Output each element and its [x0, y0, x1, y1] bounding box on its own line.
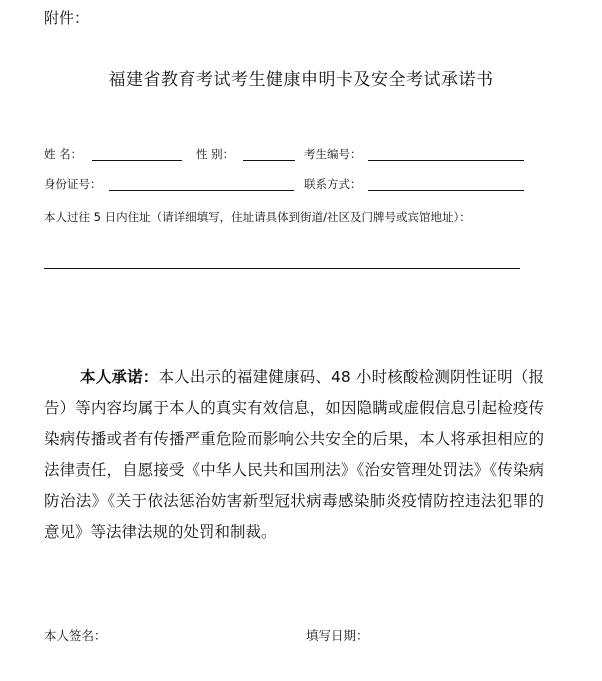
- contact-label: 联系方式：: [304, 177, 362, 191]
- pledge-body: 本人出示的福建健康码、48 小时核酸检测阴性证明（报告）等内容均属于本人的真实有效信息，如因隐瞒或虚假信息引起检疫传染病传播或者有传播严重危险而影响公共安全的后果，本人将承担相应的法律责任，自愿接受《中华人民共和国刑法》《治安管理处罚法》《传染病防治法》《关于依法惩治妨害新型冠状病毒感染肺炎疫情防控违法犯罪的意见》等法律法规的处罚和制裁。: [44, 368, 544, 541]
- page-title: 福建省教育考试考生健康申明卡及安全考试承诺书: [108, 70, 494, 90]
- attachment-label: 附件：: [44, 9, 90, 27]
- name-field[interactable]: [92, 160, 182, 161]
- pledge-lead: 本人承诺：: [80, 368, 159, 386]
- id-number-field[interactable]: [109, 190, 294, 191]
- gender-field[interactable]: [243, 160, 295, 161]
- exam-number-field[interactable]: [368, 160, 524, 161]
- signature-field[interactable]: [118, 622, 288, 644]
- signature-label: 本人签名：: [44, 628, 107, 643]
- address-field[interactable]: [44, 268, 520, 269]
- date-label: 填写日期：: [306, 628, 369, 643]
- exam-number-label: 考生编号：: [304, 147, 362, 161]
- pledge-paragraph: [44, 362, 544, 548]
- id-number-label: 身份证号：: [44, 177, 102, 191]
- name-label: 姓 名：: [44, 147, 83, 161]
- gender-label: 性 别：: [196, 147, 235, 161]
- contact-field[interactable]: [368, 190, 524, 191]
- date-field[interactable]: [380, 622, 530, 644]
- address-label: 本人过往 5 日内住址（请详细填写，住址请具体到街道/社区及门牌号或宾馆地址）：: [44, 210, 471, 224]
